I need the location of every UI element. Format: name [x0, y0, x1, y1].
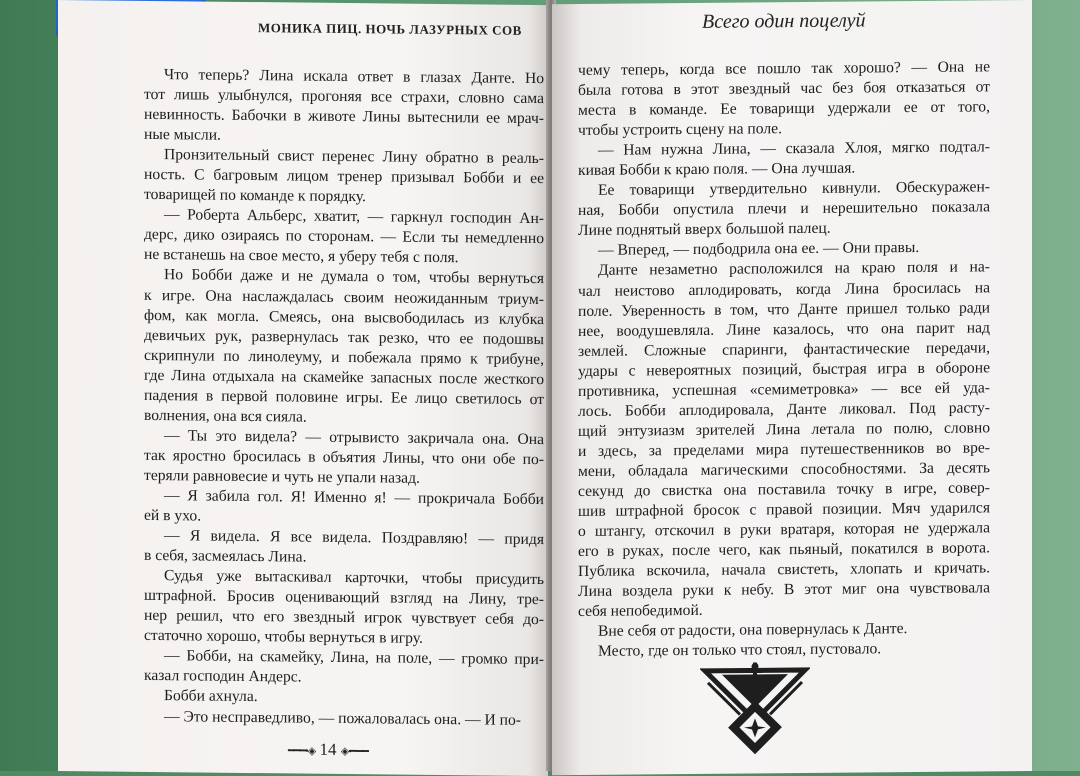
text-line: Ее товарищи утвердительно кивнули. Обескуражен-: [598, 178, 990, 200]
text-line: тот лишь улыбнулся, прогоняя все страхи, словно сама: [144, 85, 544, 108]
text-line: Лине поднятый вверх большой палец.: [578, 220, 831, 240]
text-line: землей. Сложные спаринги, фантастические передачи,: [578, 339, 990, 360]
text-line: о штангу, отскочил в руки вратаря, которая не удержала: [578, 519, 990, 541]
footer-ornament-left-icon: ━━━•◈: [288, 745, 316, 758]
right-page: [552, 0, 1032, 775]
text-line: где Лина отдыхала на скамейке запасных после жесткого: [144, 366, 544, 388]
text-line: поле. Уверенность в том, что Данте пришел только ради: [578, 298, 990, 320]
text-line: статочно хорошо, чтобы вернуться в игру.: [144, 627, 423, 648]
text-line: лось. Бобби аплодировала, Данте ликовал. Под расту-: [578, 399, 990, 420]
text-line: казал господин Андерс.: [144, 667, 302, 686]
text-line: девичьих рук, развернулась так резко, что ее подошвы: [144, 326, 544, 348]
text-line: — Ты это видела? — отрывисто закричала она. Она: [164, 426, 544, 448]
page-number-footer: [288, 739, 368, 760]
text-line: — Я видела. Я все видела. Поздравляю! — придя: [164, 527, 544, 549]
text-line: Данте незаметно расположился на краю поля и на-: [598, 258, 990, 280]
text-line: — Вперед, — подбодрила она ее. — Они правы.: [598, 239, 920, 260]
text-line: невинность. Бабочки в животе Лины вытеснили ее мрач-: [144, 105, 544, 128]
chapter-end-emblem-icon: [700, 662, 810, 773]
text-line: фом, как могла. Смеясь, она высвободилась из клубка: [144, 306, 544, 328]
text-line: — Роберта Альберс, хватит, — гаркнул господин Ан-: [164, 206, 544, 228]
text-line: Судья уже вытаскивал карточки, чтобы присудить: [164, 567, 544, 589]
left-page-text: [144, 65, 544, 731]
text-line: штрафной. Бросив оценивающий взгляд на Лину, тре-: [144, 587, 544, 609]
text-line: его в руках, после чего, как пьяный, покатился в ворота.: [578, 539, 990, 561]
text-line: чему теперь, когда все пошло так хорошо? — Она не: [578, 58, 990, 79]
text-line: — Это несправедливо, — пожаловалась она. — И по-: [164, 707, 521, 729]
text-line: к игре. Она наслаждалась своим неожиданным триум-: [144, 286, 544, 308]
text-line: нее, воодушевляла. Лине казалось, что она парит над: [578, 318, 990, 340]
running-title-right: Всего один поцелуй: [702, 9, 866, 33]
text-line: Место, где он только что стоял, пустовало.: [598, 640, 882, 661]
text-line: удары с невероятных позиций, быстрая игра в обороне: [578, 359, 990, 380]
text-line: чтобы устроить сцену на поле.: [578, 120, 782, 140]
footer-ornament-right-icon: ◈•━━━: [340, 745, 368, 758]
text-line: кивая Бобби к краю поля. — Она лучшая.: [578, 159, 856, 180]
text-line: Вне себя от радости, она повернулась к Данте.: [598, 620, 908, 641]
text-line: скрипнули по линолеуму, и побежала прямо к трибуне,: [144, 346, 544, 368]
text-line: ей в ухо.: [144, 506, 202, 525]
text-line: Пронзительный свист перенес Лину обратно в реаль-: [164, 146, 544, 168]
text-line: ные мысли.: [144, 126, 221, 144]
text-line: так яростно бросилась в объятия Лины, что они обе по-: [144, 446, 544, 468]
text-line: Бобби ахнула.: [164, 687, 258, 706]
text-line: Лина воздела руки к небу. В этот миг она чувствовала: [578, 579, 990, 601]
text-line: в себя, засмеялась Лина.: [144, 547, 307, 566]
text-line: дерс, дико озираясь по сторонам. — Если ты немедленно: [144, 226, 544, 248]
right-page-text: [578, 57, 990, 662]
text-line: себя непобедимой.: [578, 602, 703, 621]
text-line: теряли равновесие и чуть не упали назад.: [144, 466, 420, 487]
text-line: чал неистово аплодировать, когда Лина бросилась на: [578, 278, 990, 300]
text-line: нер решил, что его звездный игрок чувствует себя до-: [144, 607, 544, 629]
text-line: — Я забила гол. Я! Именно я! — прокричала Бобби: [164, 487, 544, 509]
text-line: и здесь, за пределами мира путешественников во вре-: [578, 439, 990, 460]
text-line: — Бобби, на скамейку, Лина, на поле, — громко при-: [164, 647, 544, 669]
text-line: товарищей по команде к порядку.: [144, 186, 366, 206]
text-line: — Нам нужна Лина, — сказала Хлоя, мягко подтал-: [598, 138, 990, 159]
running-title-left: МОНИКА ПИЦ. НОЧЬ ЛАЗУРНЫХ СОВ: [258, 20, 522, 38]
text-line: не встанешь на свое место, я уберу тебя с поля.: [144, 246, 459, 267]
text-line: Что теперь? Лина искала ответ в глазах Данте. Но: [164, 66, 544, 88]
text-line: волнения, она вся сияла.: [144, 406, 307, 426]
text-line: ная, Бобби опустила плечи и нерешительно показала: [578, 198, 990, 220]
text-line: щий энтузиазм зрителей Лина летала по полю, словно: [578, 419, 990, 440]
text-line: мени, обладала магическими способностями. За десять: [578, 459, 990, 480]
text-line: шив штрафной бросок с правой позиции. Мяч ударился: [578, 499, 990, 520]
text-line: падения в первой половине игры. Ее лицо светилось от: [144, 386, 544, 408]
text-line: ность. С багровым лицом тренер призывал Бобби и ее: [144, 166, 544, 188]
text-line: Публика вскочила, начала свистеть, хлопать и кричать.: [578, 559, 990, 581]
page-number: 14: [319, 739, 337, 759]
text-line: секунд до свистка она поставила точку в игре, совер-: [578, 479, 990, 500]
text-line: Но Бобби даже и не думала о том, чтобы вернуться: [164, 266, 544, 288]
text-line: была готова в этот звездный час без боя отказаться от: [578, 78, 990, 100]
text-line: места в команде. Ее товарищи удержали ее от того,: [578, 98, 990, 120]
left-page: [58, 0, 548, 776]
text-line: противника, успешная «семиметровка» — все ей уда-: [578, 379, 990, 400]
